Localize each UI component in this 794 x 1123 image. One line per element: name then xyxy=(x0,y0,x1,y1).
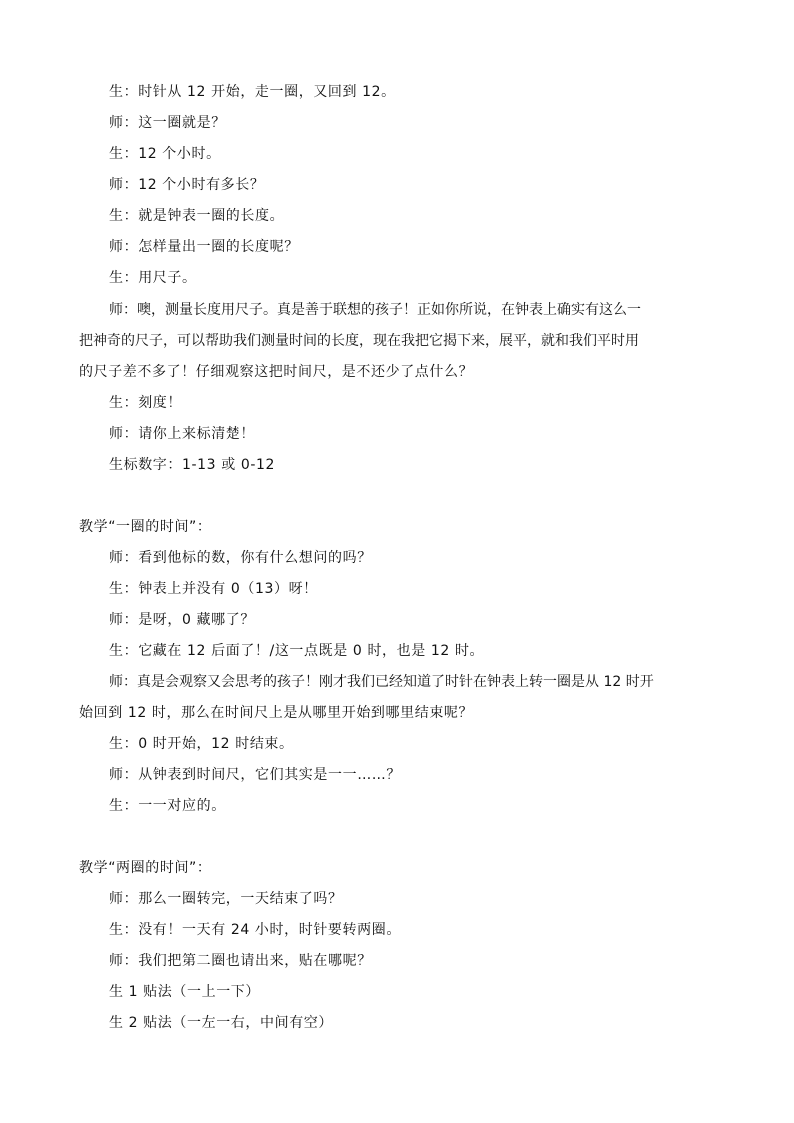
section-heading: 教学“两圈的时间”： xyxy=(79,860,212,876)
dialogue-line: 生 1 贴法（一上一下） xyxy=(109,984,261,1000)
dialogue-line: 师：12 个小时有多长？ xyxy=(109,177,265,193)
dialogue-line: 师：从钟表到时间尺，它们其实是一一……？ xyxy=(109,767,401,783)
dialogue-line: 始回到 12 时，那么在时间尺上是从哪里开始到哪里结束呢？ xyxy=(79,705,474,721)
dialogue-line: 生标数字：1-13 或 0-12 xyxy=(109,457,276,473)
dialogue-line: 生：就是钟表一圈的长度。 xyxy=(109,208,285,224)
dialogue-line: 生：钟表上并没有 0（13）呀！ xyxy=(109,581,318,597)
dialogue-line: 师：那么一圈转完，一天结束了吗？ xyxy=(109,891,343,907)
dialogue-line: 生：没有！一天有 24 小时，时针要转两圈。 xyxy=(109,922,401,938)
dialogue-line: 生：12 个小时。 xyxy=(109,146,221,162)
dialogue-line: 师：请你上来标清楚！ xyxy=(109,426,255,442)
dialogue-line: 生：用尺子。 xyxy=(109,270,197,286)
dialogue-line: 把神奇的尺子，可以帮助我们测量时间的长度，现在我把它揭下来，展平，就和我们平时用 xyxy=(79,333,639,349)
dialogue-line: 生：它藏在 12 后面了！/这一点既是 0 时，也是 12 时。 xyxy=(109,643,485,659)
dialogue-line: 生：时针从 12 开始，走一圈，又回到 12。 xyxy=(109,84,396,100)
dialogue-line: 生：刻度！ xyxy=(109,395,182,411)
dialogue-line: 生：0 时开始，12 时结束。 xyxy=(109,736,294,752)
dialogue-line: 师：看到他标的数，你有什么想问的吗？ xyxy=(109,550,372,566)
dialogue-line: 师：我们把第二圈也请出来，贴在哪呢？ xyxy=(109,953,372,969)
dialogue-line: 师：这一圈就是？ xyxy=(109,115,226,131)
dialogue-line: 师：真是会观察又会思考的孩子！刚才我们已经知道了时针在钟表上转一圈是从 12 时开 xyxy=(109,674,654,690)
dialogue-line: 师：怎样量出一圈的长度呢？ xyxy=(109,239,299,255)
dialogue-line: 生：一一对应的。 xyxy=(109,798,226,814)
dialogue-line: 的尺子差不多了！仔细观察这把时间尺，是不还少了点什么？ xyxy=(79,364,474,380)
dialogue-line: 生 2 贴法（一左一右，中间有空） xyxy=(109,1015,334,1031)
section-heading: 教学“一圈的时间”： xyxy=(79,519,212,535)
dialogue-line: 师：是呀，0 藏哪了？ xyxy=(109,612,255,628)
dialogue-line: 师：噢，测量长度用尺子。真是善于联想的孩子！正如你所说，在钟表上确实有这么一 xyxy=(109,302,641,318)
